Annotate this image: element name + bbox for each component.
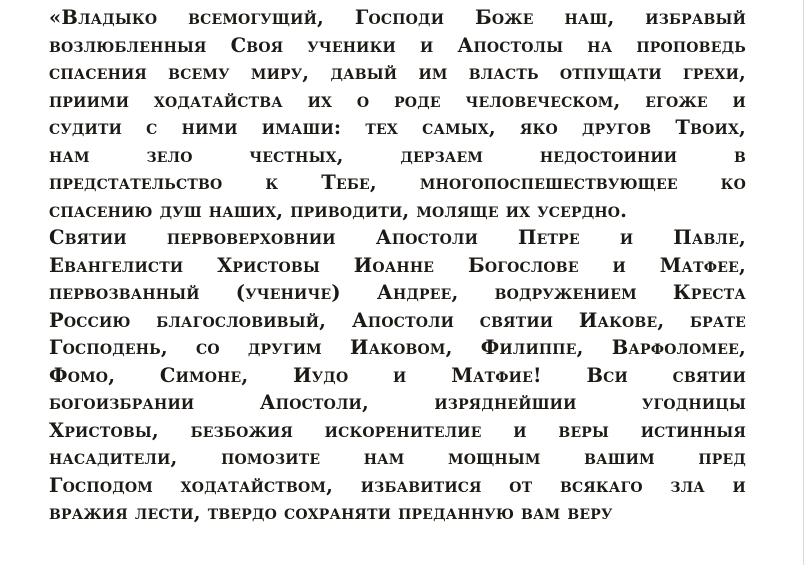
prayer-line: Святии первоверховнии Апостоли Петре и Павле, [49,226,746,249]
prayer-line: богоизбрании Апостоли, изряднейшии угодницы [49,391,746,414]
prayer-line: спасения всему миру, давый им власть отпущати грехи, [49,61,746,84]
prayer-line: Евангелисти Христовы Иоанне Богослове и Матфее, [49,253,746,277]
prayer-line: предстательство к Тебе, многопоспешествующее ко [49,171,746,194]
prayer-line: вражия лести, твердо сохраняти преданную вам веру [49,501,613,524]
prayer-line: судити с ними имаши: тех самых, яко другов Твоих, [49,116,746,139]
prayer-line: спасению душ наших, приводити, моляще их усердно. [49,198,628,222]
prayer-line: приими ходатайства их о роде человеческом, егоже и [49,88,746,112]
prayer-line: первозванный (учениче) Андрее, водружением Креста [49,281,746,304]
prayer-text [49,4,746,527]
prayer-line: Христовы, безбожия искоренителие и веры истинныя [49,418,746,442]
prayer-line: Господень, со другим Иаковом, Филиппе, Варфоломее, [49,336,746,359]
prayer-line: Фомо, Симоне, Иудо и Матфие! Вси святии [49,363,746,387]
prayer-line: «Владыко всемогущий, Господи Боже наш, избравый [49,6,746,29]
prayer-line: Россию благословивый, Апостоли святии Иакове, брате [49,308,746,332]
prayer-line: возлюбленныя Своя ученики и Апостолы на проповедь [49,33,746,57]
prayer-line: насадители, помозите нам мощным вашим пред [49,446,746,469]
prayer-line: нам зело честных, дерзаем недостоинии в [49,143,746,167]
prayer-line: Господом ходатайством, избавитися от всякаго зла и [49,473,746,497]
